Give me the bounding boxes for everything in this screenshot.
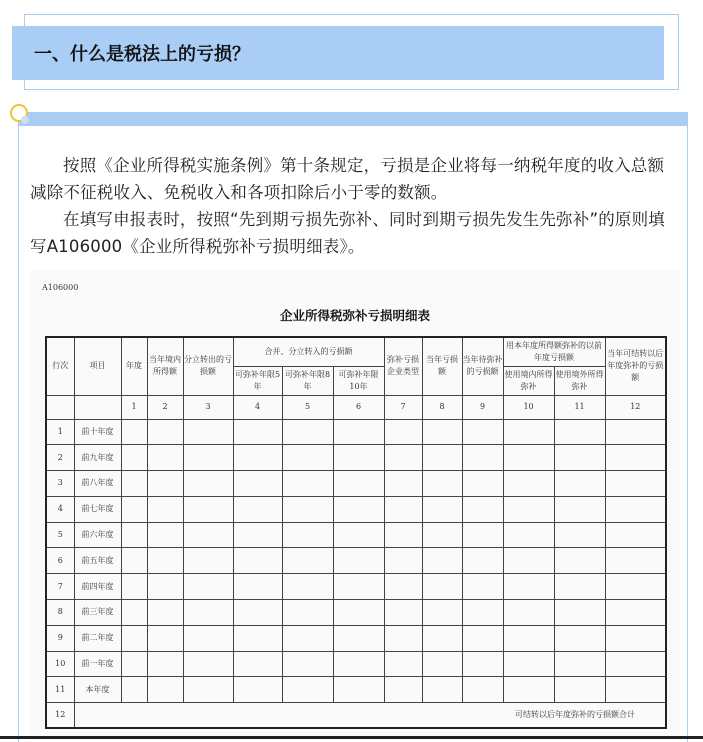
table-cell	[147, 522, 183, 548]
table-cell	[422, 600, 462, 626]
table-cell	[422, 574, 462, 600]
table-cell	[282, 600, 333, 626]
row-item: 本年度	[74, 677, 121, 703]
table-cell	[183, 522, 233, 548]
table-cell	[605, 496, 666, 522]
table-row	[46, 419, 666, 445]
header-merge-10: 可弥补年限10年	[333, 366, 384, 395]
column-number: 2	[147, 395, 183, 419]
table-cell	[554, 625, 605, 651]
table-cell	[233, 574, 282, 600]
table-cell	[233, 600, 282, 626]
header-year: 年度	[121, 337, 147, 395]
table-cell	[605, 600, 666, 626]
table-cell	[605, 445, 666, 471]
table-cell	[503, 600, 554, 626]
header-item: 项目	[74, 337, 121, 395]
table-cell	[554, 522, 605, 548]
table-cell	[282, 625, 333, 651]
table-cell	[462, 496, 503, 522]
table-cell	[384, 600, 422, 626]
table-cell	[554, 600, 605, 626]
row-item: 前三年度	[74, 600, 121, 626]
table-cell	[605, 651, 666, 677]
form-code: A106000	[42, 283, 79, 292]
table-cell	[121, 574, 147, 600]
column-number: 1	[121, 395, 147, 419]
table-cell	[384, 419, 422, 445]
table-cell	[333, 522, 384, 548]
table-cell	[183, 419, 233, 445]
table-cell	[333, 419, 384, 445]
table-cell	[384, 445, 422, 471]
table-cell	[333, 677, 384, 703]
table-cell	[503, 522, 554, 548]
table-cell	[462, 471, 503, 497]
table-cell	[333, 471, 384, 497]
table-cell	[183, 651, 233, 677]
table-cell	[147, 548, 183, 574]
table-cell	[147, 471, 183, 497]
table-cell	[422, 496, 462, 522]
header-row-no: 行次	[46, 337, 74, 395]
table-cell	[147, 574, 183, 600]
row-item: 前九年度	[74, 445, 121, 471]
table-cell	[233, 445, 282, 471]
table-cell	[121, 677, 147, 703]
table-cell	[384, 496, 422, 522]
header-merge-8: 可弥补年限8年	[282, 366, 333, 395]
table-row	[46, 677, 666, 703]
table-cell	[147, 419, 183, 445]
header-merge-group: 合并、分立转入的亏损额	[233, 337, 384, 366]
table-cell	[147, 651, 183, 677]
footer-label: 可结转以后年度弥补的亏损额合计	[74, 703, 666, 728]
column-number: 10	[503, 395, 554, 419]
table-cell	[233, 496, 282, 522]
row-item: 前二年度	[74, 625, 121, 651]
table-cell	[233, 471, 282, 497]
column-number: 12	[605, 395, 666, 419]
header-carry-forward: 当年可结转以后年度弥补的亏损额	[605, 337, 666, 395]
header-merge-5: 可弥补年限5年	[233, 366, 282, 395]
table-row	[46, 600, 666, 626]
column-number: 6	[333, 395, 384, 419]
table-cell	[422, 677, 462, 703]
table-cell	[422, 651, 462, 677]
table-cell	[147, 600, 183, 626]
table-cell	[333, 445, 384, 471]
dot-icon	[21, 116, 29, 124]
table-cell	[233, 419, 282, 445]
table-cell	[121, 445, 147, 471]
column-number: 9	[462, 395, 503, 419]
table-cell	[233, 651, 282, 677]
header-split-out: 分立转出的亏损额	[183, 337, 233, 395]
table-cell	[605, 625, 666, 651]
table-cell	[554, 445, 605, 471]
paragraph-definition: 按照《企业所得税实施条例》第十条规定，亏损是企业将每一纳税年度的收入总额减除不征税收入、免税收入和各项扣除后小于零的数额。	[30, 156, 665, 202]
table-cell	[462, 677, 503, 703]
table-row	[46, 574, 666, 600]
table-cell	[462, 445, 503, 471]
table-cell	[121, 496, 147, 522]
table-cell	[462, 600, 503, 626]
table-cell	[422, 548, 462, 574]
row-item: 前十年度	[74, 419, 121, 445]
table-cell	[554, 574, 605, 600]
table-cell	[147, 445, 183, 471]
table-cell	[333, 496, 384, 522]
table-cell	[605, 677, 666, 703]
table-cell	[282, 548, 333, 574]
table-cell	[554, 548, 605, 574]
table-cell	[462, 574, 503, 600]
table-row	[46, 496, 666, 522]
table-cell	[147, 625, 183, 651]
table-cell	[422, 471, 462, 497]
card-top-bar	[18, 112, 688, 126]
table-cell	[183, 548, 233, 574]
row-number: 9	[46, 625, 74, 651]
table-cell	[503, 574, 554, 600]
header-domestic-income: 当年境内所得额	[147, 337, 183, 395]
table-cell	[183, 496, 233, 522]
table-cell	[121, 651, 147, 677]
table-cell	[422, 625, 462, 651]
table-cell	[183, 574, 233, 600]
row-item: 前七年度	[74, 496, 121, 522]
table-row	[46, 625, 666, 651]
row-number: 7	[46, 574, 74, 600]
table-cell	[422, 445, 462, 471]
table-cell	[333, 651, 384, 677]
section-heading-text: 一、什么是税法上的亏损？	[34, 44, 250, 65]
header-pending: 当年待弥补的亏损额	[462, 337, 503, 395]
table-cell	[233, 548, 282, 574]
table-cell	[462, 419, 503, 445]
form-title: 企业所得税弥补亏损明细表	[279, 308, 430, 323]
table-cell	[554, 677, 605, 703]
column-number: 5	[282, 395, 333, 419]
table-cell	[282, 419, 333, 445]
table-cell	[121, 625, 147, 651]
footer-row-no: 12	[46, 703, 74, 728]
table-cell	[384, 677, 422, 703]
table-cell	[147, 496, 183, 522]
table-cell	[183, 600, 233, 626]
table-cell	[121, 600, 147, 626]
row-number: 4	[46, 496, 74, 522]
table-cell	[384, 574, 422, 600]
table-cell	[605, 548, 666, 574]
section-heading	[12, 26, 664, 80]
table-cell	[554, 496, 605, 522]
table-row	[46, 445, 666, 471]
table-cell	[233, 522, 282, 548]
header-used-foreign: 使用境外所得弥补	[554, 366, 605, 395]
column-number: 8	[422, 395, 462, 419]
header-loss-type: 弥补亏损企业类型	[384, 337, 422, 395]
header-used-domestic: 使用境内所得弥补	[503, 366, 554, 395]
table-cell	[282, 677, 333, 703]
table-cell	[462, 651, 503, 677]
table-cell	[384, 548, 422, 574]
table-cell	[422, 419, 462, 445]
table-cell	[605, 471, 666, 497]
table-cell	[503, 625, 554, 651]
table-cell	[384, 471, 422, 497]
table-cell	[462, 522, 503, 548]
table-cell	[233, 625, 282, 651]
row-item: 前八年度	[74, 471, 121, 497]
table-row	[46, 522, 666, 548]
row-number: 3	[46, 471, 74, 497]
table-row	[46, 548, 666, 574]
paragraph-filing-rule: 在填写申报表时，按照“先到期亏损先弥补、同时到期亏损先发生先弥补”的原则填写A106000《企业所得税弥补亏损明细表》。	[30, 210, 665, 256]
column-number: 4	[233, 395, 282, 419]
table-cell	[233, 677, 282, 703]
row-item: 前五年度	[74, 548, 121, 574]
table-row	[46, 471, 666, 497]
table-cell	[605, 419, 666, 445]
table-cell	[333, 600, 384, 626]
table-cell	[333, 574, 384, 600]
table-cell	[282, 574, 333, 600]
table-cell	[554, 651, 605, 677]
row-number: 1	[46, 419, 74, 445]
row-number: 2	[46, 445, 74, 471]
table-cell	[183, 625, 233, 651]
loss-table	[45, 336, 667, 729]
column-number: 3	[183, 395, 233, 419]
table-cell	[462, 625, 503, 651]
form-figure	[30, 270, 680, 740]
table-cell	[503, 651, 554, 677]
header-used-group: 用本年度所得额弥补的以前年度亏损额	[503, 337, 605, 366]
table-cell	[462, 548, 503, 574]
row-number: 5	[46, 522, 74, 548]
table-cell	[605, 522, 666, 548]
table-cell	[503, 496, 554, 522]
row-item: 前六年度	[74, 522, 121, 548]
row-number: 8	[46, 600, 74, 626]
table-cell	[422, 522, 462, 548]
table-cell	[333, 548, 384, 574]
table-cell	[333, 625, 384, 651]
row-item: 前一年度	[74, 651, 121, 677]
table-row	[46, 651, 666, 677]
row-number: 10	[46, 651, 74, 677]
table-cell	[554, 419, 605, 445]
table-body	[46, 419, 666, 703]
table-cell	[282, 445, 333, 471]
table-cell	[384, 522, 422, 548]
table-cell	[282, 651, 333, 677]
table-cell	[282, 471, 333, 497]
table-cell	[183, 677, 233, 703]
column-number: 7	[384, 395, 422, 419]
table-cell	[384, 625, 422, 651]
table-cell	[121, 471, 147, 497]
table-cell	[503, 419, 554, 445]
table-cell	[282, 496, 333, 522]
table-cell	[183, 471, 233, 497]
header-current-loss: 当年亏损额	[422, 337, 462, 395]
row-item: 前四年度	[74, 574, 121, 600]
table-cell	[183, 445, 233, 471]
table-cell	[384, 651, 422, 677]
row-number: 11	[46, 677, 74, 703]
table-cell	[121, 548, 147, 574]
table-cell	[503, 548, 554, 574]
table-cell	[503, 471, 554, 497]
column-number: 11	[554, 395, 605, 419]
table-cell	[147, 677, 183, 703]
table-cell	[282, 522, 333, 548]
table-cell	[121, 522, 147, 548]
table-cell	[503, 677, 554, 703]
table-cell	[605, 574, 666, 600]
table-cell	[503, 445, 554, 471]
table-cell	[554, 471, 605, 497]
row-number: 6	[46, 548, 74, 574]
bottom-rule	[0, 736, 703, 739]
table-cell	[121, 419, 147, 445]
